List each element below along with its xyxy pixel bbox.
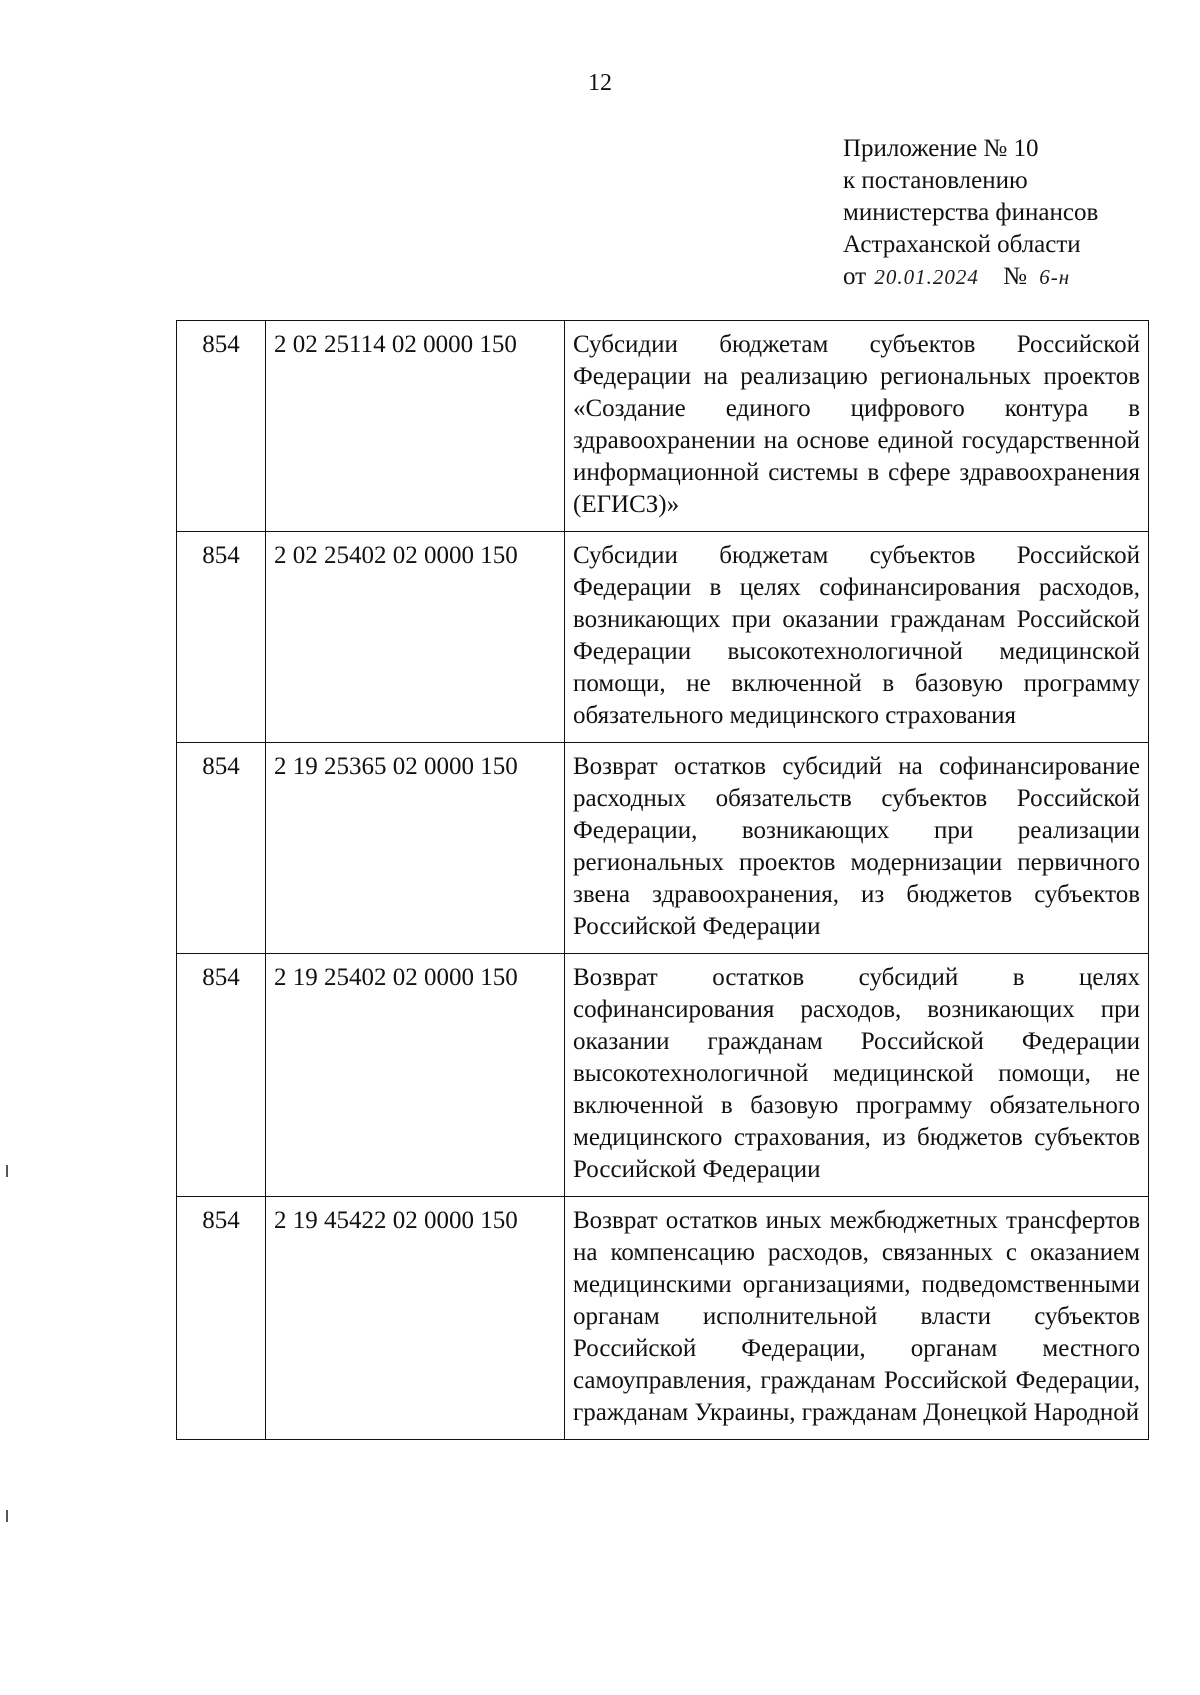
appendix-line: министерства финансов — [843, 199, 1099, 226]
budget-code-cell: 2 19 25365 02 0000 150 — [266, 743, 565, 954]
table-row — [177, 954, 1149, 1197]
description-cell — [565, 532, 1149, 743]
description-cell — [565, 954, 1149, 1197]
admin-code-cell: 854 — [177, 1197, 266, 1440]
admin-code-cell: 854 — [177, 532, 266, 743]
scan-mark — [6, 1165, 8, 1177]
handwritten-number: 6-н — [1039, 265, 1071, 289]
admin-code-cell: 854 — [177, 743, 266, 954]
budget-codes-table — [176, 320, 1149, 1440]
scan-mark — [6, 1510, 8, 1522]
description-cell — [565, 321, 1149, 532]
description-text: Возврат остатков иных межбюджетных трансфертов на компенсацию расходов, связанных с оказанием медицинскими организациями, подведомственными органам исполнительной власти субъектов Российской Федерации, органам местного самоуправления, гражданам Российской Федерации, гражданам Украины, гражданам Донецкой Народной — [573, 1207, 1140, 1426]
appendix-title: Приложение № 10 — [843, 135, 1039, 162]
date-prefix: от — [843, 263, 867, 290]
budget-code-cell: 2 19 25402 02 0000 150 — [266, 954, 565, 1197]
description-text: Субсидии бюджетам субъектов Российской Федерации в целях софинансирования расходов, возникающих при оказании гражданам Российской Федерации высокотехнологичной медицинской помощи, не включенной в базовую программу обязательного медицинского страхования — [573, 542, 1140, 729]
appendix-date-line — [843, 261, 1183, 293]
appendix-line: Астраханской области — [843, 231, 1081, 258]
description-text: Субсидии бюджетам субъектов Российской Федерации на реализацию региональных проектов «Создание единого цифрового контура в здравоохранении на основе единой государственной информационной системы в сфере здравоохранения (ЕГИСЗ)» — [573, 331, 1140, 518]
budget-code-cell: 2 19 45422 02 0000 150 — [266, 1197, 565, 1440]
description-cell — [565, 1197, 1149, 1440]
table-row — [177, 532, 1149, 743]
appendix-header — [843, 133, 1183, 293]
appendix-line: к постановлению — [843, 167, 1028, 194]
budget-code-cell: 2 02 25402 02 0000 150 — [266, 532, 565, 743]
description-text: Возврат остатков субсидий в целях софинансирования расходов, возникающих при оказании гражданам Российской Федерации высокотехнологичной медицинской помощи, не включенной в базовую программу обязательного медицинского страхования, из бюджетов субъектов Российской Федерации — [573, 964, 1140, 1183]
description-text: Возврат остатков субсидий на софинансирование расходных обязательств субъектов Российской Федерации, возникающих при реализации региональных проектов модернизации первичного звена здравоохранения, из бюджетов субъектов Российской Федерации — [573, 753, 1140, 940]
table-row — [177, 321, 1149, 532]
number-label: № — [1003, 263, 1027, 290]
admin-code-cell: 854 — [177, 954, 266, 1197]
budget-code-cell: 2 02 25114 02 0000 150 — [266, 321, 565, 532]
admin-code-cell: 854 — [177, 321, 266, 532]
handwritten-date: 20.01.2024 — [874, 265, 979, 289]
page-number: 12 — [588, 70, 612, 96]
table-row — [177, 1197, 1149, 1440]
description-cell — [565, 743, 1149, 954]
table-row — [177, 743, 1149, 954]
